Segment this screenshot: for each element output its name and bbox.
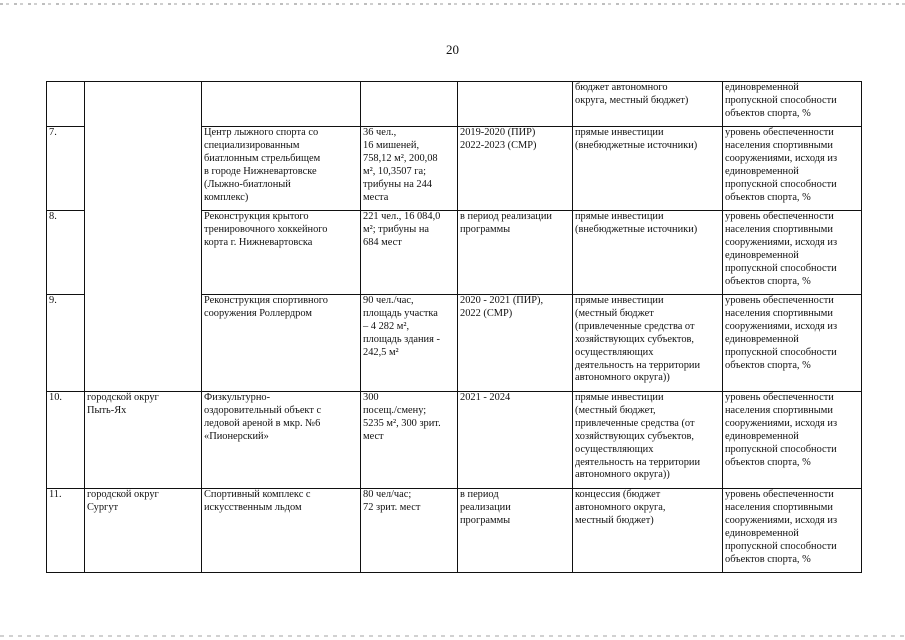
row-number: 8. — [47, 211, 85, 295]
object-name — [202, 82, 361, 127]
scan-edge-top — [0, 3, 905, 5]
table-row — [47, 489, 862, 573]
row-number: 9. — [47, 295, 85, 392]
indicator-cell: уровень обеспеченности населения спортивными сооружениями, исходя из единовременной пропускной способности объектов спорта, % — [723, 295, 862, 392]
row-number: 7. — [47, 127, 85, 211]
capacity-cell: 36 чел., 16 мишеней, 758,12 м², 200,08 м², 10,3507 га; трибуны на 244 места — [361, 127, 458, 211]
row-number: 10. — [47, 392, 85, 489]
capacity-cell: 300 посещ./смену; 5235 м², 300 зрит. мест — [361, 392, 458, 489]
object-name: Центр лыжного спорта со специализированным биатлонным стрельбищем в городе Нижневартовске (Лыжно-биатлоный комплекс) — [202, 127, 361, 211]
mechanism-cell: прямые инвестиции (внебюджетные источники) — [573, 211, 723, 295]
page-number: 20 — [446, 42, 459, 57]
capacity-cell: 90 чел./час, площадь участка – 4 282 м², площадь здания - 242,5 м² — [361, 295, 458, 392]
indicator-cell: уровень обеспеченности населения спортивными сооружениями, исходя из единовременной пропускной способности объектов спорта, % — [723, 127, 862, 211]
object-name: Физкультурно- оздоровительный объект с ледовой ареной в мкр. №6 «Пионерский» — [202, 392, 361, 489]
table-row — [47, 82, 862, 127]
row-number: 11. — [47, 489, 85, 573]
municipality-cell — [85, 82, 202, 392]
municipality-cell: городской округ Пыть-Ях — [85, 392, 202, 489]
municipality-cell: городской округ Сургут — [85, 489, 202, 573]
period-cell: в период реализации программы — [458, 211, 573, 295]
period-cell: в период реализации программы — [458, 489, 573, 573]
period-cell — [458, 82, 573, 127]
mechanism-cell: прямые инвестиции (местный бюджет, привлеченные средства (от хозяйствующих субъектов, осуществляющих деятельность на территории автономного округа)) — [573, 392, 723, 489]
capacity-cell: 80 чел/час; 72 зрит. мест — [361, 489, 458, 573]
indicator-cell: уровень обеспеченности населения спортивными сооружениями, исходя из единовременной пропускной способности объектов спорта, % — [723, 392, 862, 489]
investment-table — [46, 81, 862, 573]
mechanism-cell: прямые инвестиции (местный бюджет (привлеченные средства от хозяйствующих субъектов, осуществляющих деятельность на территории автономного округа)) — [573, 295, 723, 392]
row-number — [47, 82, 85, 127]
period-cell: 2020 - 2021 (ПИР), 2022 (СМР) — [458, 295, 573, 392]
mechanism-cell: концессия (бюджет автономного округа, местный бюджет) — [573, 489, 723, 573]
mechanism-cell: прямые инвестиции (внебюджетные источники) — [573, 127, 723, 211]
mechanism-cell: бюджет автономного округа, местный бюджет) — [573, 82, 723, 127]
period-cell: 2019-2020 (ПИР) 2022-2023 (СМР) — [458, 127, 573, 211]
object-name: Реконструкция спортивного сооружения Роллердром — [202, 295, 361, 392]
indicator-cell: единовременной пропускной способности объектов спорта, % — [723, 82, 862, 127]
indicator-cell: уровень обеспеченности населения спортивными сооружениями, исходя из единовременной пропускной способности объектов спорта, % — [723, 489, 862, 573]
object-name: Реконструкция крытого тренировочного хоккейного корта г. Нижневартовска — [202, 211, 361, 295]
object-name: Спортивный комплекс с искусственным льдом — [202, 489, 361, 573]
table-row — [47, 392, 862, 489]
indicator-cell: уровень обеспеченности населения спортивными сооружениями, исходя из единовременной пропускной способности объектов спорта, % — [723, 211, 862, 295]
capacity-cell: 221 чел., 16 084,0 м²; трибуны на 684 мест — [361, 211, 458, 295]
scan-edge-bottom — [0, 635, 905, 637]
period-cell: 2021 - 2024 — [458, 392, 573, 489]
capacity-cell — [361, 82, 458, 127]
